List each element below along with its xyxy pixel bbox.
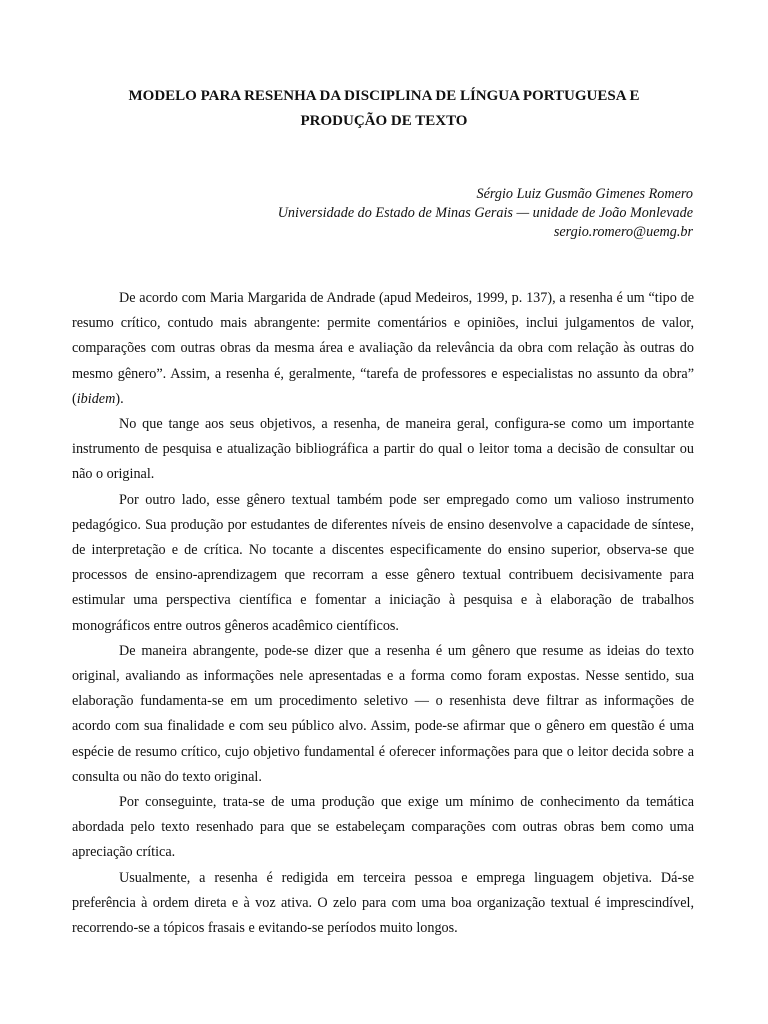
paragraph-5: Por conseguinte, trata-se de uma produção que exige um mínimo de conhecimento da temática abordada pelo texto resenhado para que se estabeleçam comparações com outras obras bem como uma apreciação crítica.	[72, 794, 694, 861]
author-affiliation: Universidade do Estado de Minas Gerais — unidade de João Monlevade	[277, 205, 693, 221]
paragraph-4: De maneira abrangente, pode-se dizer que a resenha é um gênero que resume as ideias do texto original, avaliando as informações nele apresentadas e a forma como foram expostas. Nesse sentido, sua elaboração fundamenta-se em um procedimento seletivo — o resenhista deve filtrar as informações de acordo com sua finalidade e com seu público alvo. Assim, pode-se afirmar que o gênero em questão é uma espécie de resumo crítico, cujo objetivo fundamental é oferecer informações para que o leitor decida sobre a consulta ou não do texto original.	[72, 642, 694, 785]
author-block	[278, 185, 693, 242]
document-title	[72, 84, 696, 134]
paragraph-2: No que tange aos seus objetivos, a resenha, de maneira geral, configura-se como um importante instrumento de pesquisa e atualização bibliográfica a partir do qual o leitor toma a decisão de consultar ou não o original.	[72, 416, 694, 483]
paragraph-1	[72, 286, 694, 412]
author-email: sergio.romero@uemg.br	[553, 224, 693, 240]
paragraph-1-text: De acordo com Maria Margarida de Andrade (apud Medeiros, 1999, p. 137), a resenha é um “tipo de resumo crítico, contudo mais abrangente: permite comentários e opiniões, inclui julgamentos de valor, comparações com outras obras da mesma área e avaliação da relevância da obra com relação às outras do mesmo gênero”. Assim, a resenha é, geralmente, “tarefa de professores e especialistas no assunto da obra” (	[72, 290, 694, 407]
author-name: Sérgio Luiz Gusmão Gimenes Romero	[476, 186, 693, 202]
paragraph-3: Por outro lado, esse gênero textual também pode ser empregado como um valioso instrumento pedagógico. Sua produção por estudantes de diferentes níveis de ensino desenvolve a capacidade de síntese, de interpretação e de crítica. No tocante a discentes especificamente do ensino superior, observa-se que processos de ensino-aprendizagem que recorram a esse gênero textual contribuem decisivamente para estimular uma perspectiva científica e fomentar a iniciação à pesquisa e à elaboração de trabalhos monográficos entre outros gêneros acadêmico científicos.	[72, 491, 694, 634]
document-body	[72, 286, 694, 941]
title-line-1: MODELO PARA RESENHA DA DISCIPLINA DE LÍNGUA PORTUGUESA E	[128, 88, 640, 104]
paragraph-1-end: ).	[115, 390, 124, 407]
title-line-2: PRODUÇÃO DE TEXTO	[300, 113, 468, 129]
paragraph-6: Usualmente, a resenha é redigida em terceira pessoa e emprega linguagem objetiva. Dá-se preferência à ordem direta e à voz ativa. O zelo para com uma boa organização textual é imprescindível, recorrendo-se a tópicos frasais e evitando-se períodos muito longos.	[72, 869, 694, 937]
paragraph-1-italic: ibidem	[76, 390, 116, 407]
